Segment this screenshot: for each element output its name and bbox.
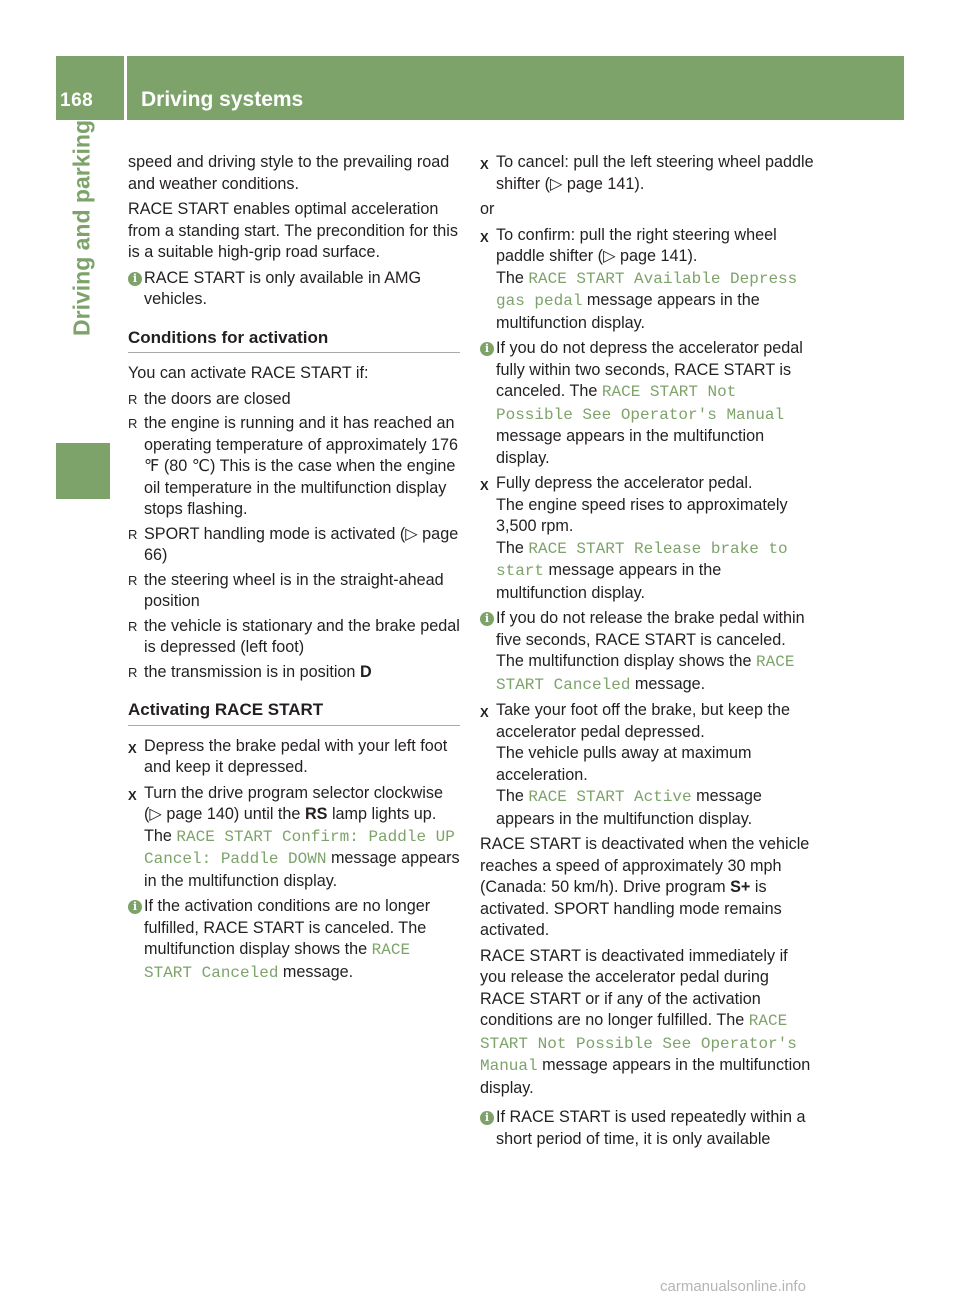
- display-message: RACE START Confirm: Paddle UP Cancel: Paddle DOWN: [144, 827, 455, 868]
- step: X Take your foot off the brake, but keep the accelerator pedal depressed. The vehicle pulls away at maximum acceleration. The RACE START Active message appears in the multifunction display.: [480, 701, 790, 828]
- header-divider: [124, 56, 127, 120]
- arrow-right-icon: X: [480, 705, 489, 720]
- right-column: [480, 152, 816, 1154]
- section-title: Driving systems: [141, 88, 304, 111]
- bullet-icon: R: [128, 416, 138, 431]
- display-message: RACE START Canceled: [144, 941, 411, 982]
- info-note: i If the activation conditions are no longer fulfilled, RACE START is canceled. The multifunction display shows the RACE START Canceled message.: [128, 896, 460, 984]
- list-item: R the steering wheel is in the straight-ahead position: [128, 570, 444, 610]
- info-icon: i: [128, 272, 142, 286]
- bullet-icon: R: [128, 391, 138, 407]
- arrow-right-icon: X: [480, 229, 489, 245]
- bullet-icon: R: [128, 664, 138, 680]
- paragraph: speed and driving style to the prevailing road and weather conditions.: [128, 153, 450, 193]
- page-number: 168: [60, 90, 94, 111]
- conditions-list: [128, 389, 460, 684]
- paragraph: You can activate RACE START if:: [128, 364, 369, 382]
- bullet-icon: R: [128, 572, 138, 588]
- display-message: RACE START Not Possible See Operator's Manual: [496, 383, 785, 424]
- display-message: RACE START Not Possible See Operator's Manual: [480, 1012, 797, 1075]
- info-icon: i: [480, 612, 494, 626]
- display-message: RACE START Canceled: [496, 653, 795, 694]
- arrow-right-icon: X: [128, 740, 137, 756]
- info-note: i If you do not release the brake pedal within five seconds, RACE START is canceled. The multifunction display shows the RACE START Canceled message.: [480, 608, 816, 696]
- left-column: [128, 152, 460, 988]
- list-item: R SPORT handling mode is activated (▷ page 66): [128, 524, 459, 564]
- list-item: R the doors are closed: [128, 389, 460, 411]
- display-message: RACE START Active: [528, 788, 692, 806]
- list-item: R the engine is running and it has reached an operating temperature of approximately 176 ℉ (80 ℃) This is the case when the engine oil temperature in the multifunction display stops flashing.: [128, 414, 459, 518]
- info-note: i If you do not depress the accelerator pedal fully within two seconds, RACE START is canceled. The RACE START Not Possible See Operator's Manual message appears in the multifunction display.: [480, 338, 816, 469]
- bullet-icon: R: [128, 618, 138, 634]
- step: X Fully depress the accelerator pedal. The engine speed rises to approximately 3,500 rpm. The RACE START Release brake to start message appears in the multifunction display.: [480, 474, 788, 602]
- info-icon: i: [128, 900, 142, 914]
- side-tab-marker: [56, 443, 110, 499]
- display-message: RACE START Release brake to start: [496, 539, 788, 580]
- info-icon: i: [480, 1111, 494, 1125]
- arrow-right-icon: X: [128, 787, 137, 803]
- display-message: RACE START Available Depress gas pedal: [496, 269, 798, 310]
- arrow-right-icon: X: [480, 478, 489, 493]
- step: X To cancel: pull the left steering wheel paddle shifter (▷ page 141).: [480, 153, 814, 193]
- step: X Depress the brake pedal with your left foot and keep it depressed.: [128, 736, 448, 776]
- watermark: carmanualsonline.info: [660, 1278, 806, 1295]
- paragraph: RACE START is deactivated immediately if you release the accelerator pedal during RACE START or if any of the activation conditions are no longer fulfilled. The RACE START Not Possible See Operator's Manual message appears in the multifunction display.: [480, 946, 811, 1097]
- info-note: i If RACE START is used repeatedly within a short period of time, it is only available: [480, 1107, 816, 1150]
- info-note: i RACE START is only available in AMG vehicles.: [128, 268, 460, 311]
- step: X To confirm: pull the right steering wheel paddle shifter (▷ page 141). The RACE START Available Depress gas pedal message appears in the multifunction display.: [480, 225, 798, 332]
- paragraph: or: [480, 200, 495, 218]
- step: X Turn the drive program selector clockwise (▷ page 140) until the RS lamp lights up. The RACE START Confirm: Paddle UP Cancel: Paddle DOWN message appears in the multifunction display.: [128, 783, 460, 890]
- paragraph: RACE START is deactivated when the vehicle reaches a speed of approximately 30 mph (Canada: 50 km/h). Drive program S+ is activated. SPORT handling mode remains activated.: [480, 835, 810, 939]
- list-item: R the vehicle is stationary and the brake pedal is depressed (left foot): [128, 616, 460, 656]
- info-icon: i: [480, 342, 494, 356]
- heading-conditions: Conditions for activation: [128, 327, 460, 354]
- side-tab-label: Driving and parking: [68, 120, 95, 336]
- arrow-right-icon: X: [480, 157, 489, 172]
- list-item: R the transmission is in position D: [128, 662, 460, 684]
- paragraph: RACE START enables optimal acceleration from a standing start. The precondition for this is a suitable high-grip road surface.: [128, 200, 458, 261]
- heading-activating: Activating RACE START: [128, 699, 460, 726]
- bullet-icon: R: [128, 526, 138, 542]
